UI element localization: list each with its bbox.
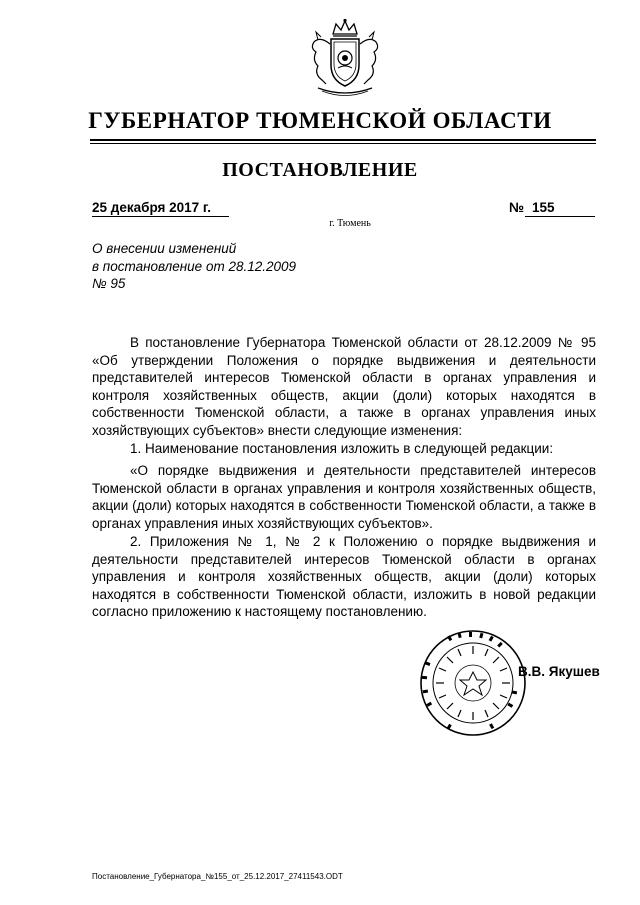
document-number: 155 [532,200,555,215]
date-underline [92,216,229,217]
footer-filename: Постановление_Губернатора_№155_от_25.12.2017_27411543.ODT [92,872,343,881]
number-underline [525,216,595,217]
document-subject [92,240,296,293]
header-rule-thick [90,139,596,141]
tyumen-coat-of-arms-emblem [300,18,390,98]
document-type: ПОСТАНОВЛЕНИЕ [222,159,418,181]
document-date: 25 декабря 2017 г. [92,200,211,215]
body-paragraph: «О порядке выдвижения и деятельности представителей интересов Тюменской области в органах управления и контроля хозяйственных обществ, акции (доли) которых находятся в собственности Тюменской области, а также в органах управления иных хозяйствующих субъектов». [92,463,596,531]
body-paragraph: 1. Наименование постановления изложить в следующей редакции: [130,441,554,456]
signatory-name: В.В. Якушев [518,664,600,679]
subject-line: О внесении изменений [92,241,237,256]
subject-line: № 95 [92,276,126,291]
number-label: № [509,200,525,215]
subject-line: в постановление от 28.12.2009 [92,258,297,274]
body-paragraph: В постановление Губернатора Тюменской области от 28.12.2009 № 95 «Об утверждении Положения о порядке выдвижения и деятельности представителей интересов Тюменской области в органах управления и контроля хозяйственных обществ, акции (доли) которых находятся в собственности Тюменской области, а также в органах управления иных хозяйствующих субъектов» внести следующие изменения: [92,335,596,438]
official-seal-stamp [418,628,528,738]
body-paragraph: 2. Приложения № 1, № 2 к Положению о порядке выдвижения и деятельности представителей интересов Тюменской области в органах управления и контроля хозяйственных обществ, акции (доли) которых находятся в собственности Тюменской области, изложить в новой редакции согласно приложению к настоящему постановлению. [92,534,596,620]
city: г. Тюмень [329,218,371,229]
header-rule-thin [90,143,596,144]
governor-title: ГУБЕРНАТОР ТЮМЕНСКОЙ ОБЛАСТИ [88,108,552,133]
